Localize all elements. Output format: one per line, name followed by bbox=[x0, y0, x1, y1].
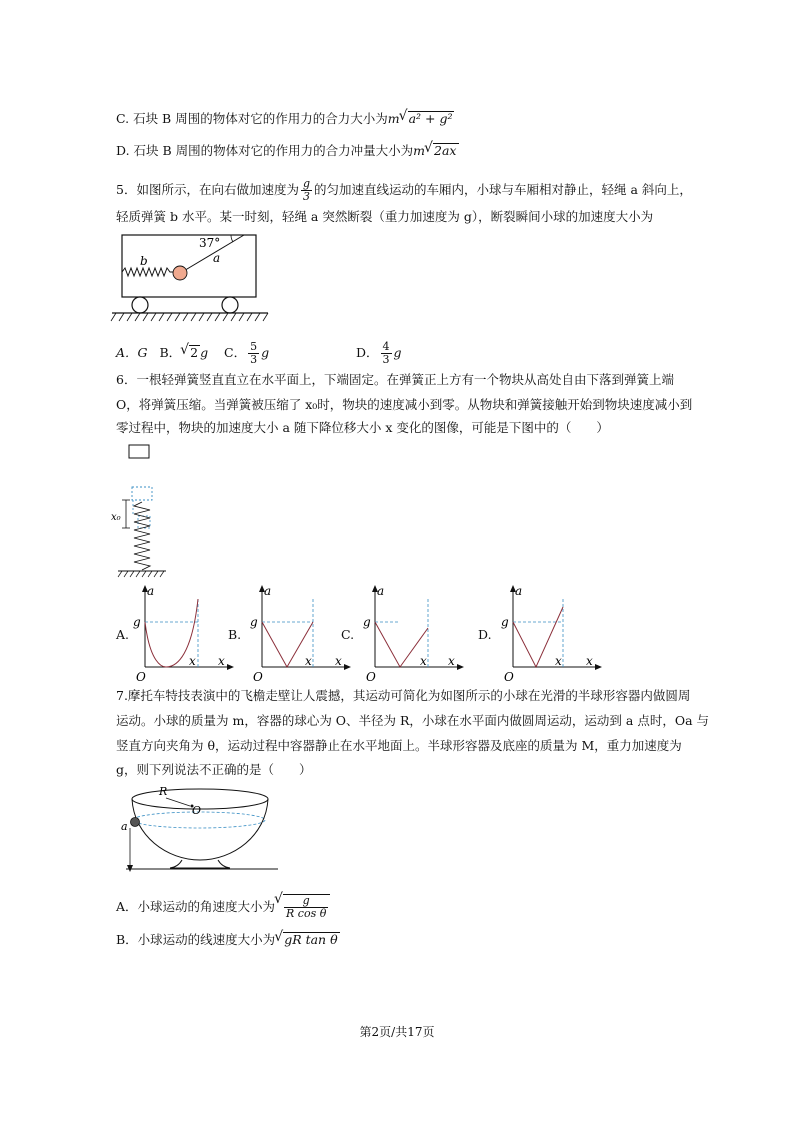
q4-option-d: D. 石块 B 周围的物体对它的作用力的合力冲量大小为m√ 2ax bbox=[116, 143, 459, 159]
q6-option-c-label: C. bbox=[341, 627, 355, 642]
q7-stem-line1: 7.摩托车特技表演中的飞檐走壁让人震撼，其运动可简化为如图所示的小球在光滑的半球形容器内做圆周 bbox=[116, 688, 691, 703]
q6-graph-c-axis-x: x bbox=[448, 654, 455, 668]
q6-graph-b-axis-x: x bbox=[335, 654, 342, 668]
q5-rope-label: a bbox=[213, 251, 221, 265]
q6-graph-d bbox=[498, 583, 603, 683]
q5-options-abc: A．G B．√ 2 g C． $\frac{5}{3}$ g bbox=[116, 341, 269, 366]
q5-stem-line1: 5．如图所示，在向右做加速度为 $\frac{g}{3}$ 的匀加速直线运动的车厢内，小球与车厢相对静止，轻绳 a 斜向上， bbox=[116, 177, 692, 203]
q6-graph-d-tick-x: x bbox=[555, 654, 562, 668]
q6-stem-line3: 零过程中，物块的加速度大小 a 随下降位移大小 x 变化的图像，可能是下图中的（ ） bbox=[116, 420, 609, 435]
q7-center-label: O bbox=[192, 804, 202, 817]
q4-option-c: C. 石块 B 周围的物体对它的作用力的合力大小为m√ a² + g² bbox=[116, 111, 454, 127]
q6-graph-a bbox=[130, 583, 235, 683]
q6-graph-b-g: g bbox=[250, 615, 258, 629]
q6-graph-a-origin: O bbox=[136, 670, 146, 683]
q6-stem-line2: O，将弹簧压缩。当弹簧被压缩了 x₀时，物块的速度减小到零。从物块和弹簧接触开始到物块速度减小到 bbox=[116, 397, 693, 412]
page-footer: 第2页/共17页 bbox=[359, 1025, 435, 1039]
q5-carriage-figure bbox=[110, 232, 270, 324]
q6-graph-a-axis-x: x bbox=[218, 654, 225, 668]
q6-graph-c-origin: O bbox=[366, 670, 376, 683]
q6-graph-a-tick-x: x bbox=[189, 654, 196, 668]
q6-graph-c-tick-x: x bbox=[420, 654, 427, 668]
q7-bowl-figure bbox=[112, 784, 282, 876]
q7-stem-line2: 运动。小球的质量为 m，容器的球心为 O、半径为 R，小球在水平面内做圆周运动，运动到 a 点时，Oa 与 bbox=[116, 713, 710, 728]
q5-stem-line2: 轻质弹簧 b 水平。某一时刻，轻绳 a 突然断裂（重力加速度为 g），断裂瞬间小球的加速度大小为 bbox=[116, 209, 654, 224]
q7-stem-line4: g，则下列说法不正确的是（ ） bbox=[116, 762, 312, 777]
q5-spring-label: b bbox=[140, 254, 148, 268]
q6-option-a-label: A. bbox=[116, 627, 130, 642]
q6-graph-a-axis-a: a bbox=[147, 584, 155, 598]
q6-graph-b-origin: O bbox=[253, 670, 263, 683]
q6-option-b-label: B. bbox=[228, 627, 242, 642]
q7-option-a: A．小球运动的角速度大小为 √ $\frac{g}{\text{R cos θ}}$ bbox=[116, 894, 330, 920]
q6-x0-label: x₀ bbox=[111, 512, 121, 523]
q7-option-b: B．小球运动的线速度大小为√ gR tan θ bbox=[116, 932, 340, 948]
q6-stem-line1: 6．一根轻弹簧竖直直立在水平面上，下端固定。在弹簧正上方有一个物块从高处自由下落到弹簧上端 bbox=[116, 372, 674, 387]
q6-option-d-label: D. bbox=[478, 627, 492, 642]
q6-graph-b bbox=[247, 583, 355, 683]
q6-graph-d-axis-a: a bbox=[515, 584, 523, 598]
q6-graph-c-g: g bbox=[363, 615, 371, 629]
q6-graph-d-axis-x: x bbox=[586, 654, 593, 668]
q6-graph-d-origin: O bbox=[504, 670, 514, 683]
q6-graph-a-g: g bbox=[133, 615, 141, 629]
q6-graph-c bbox=[360, 583, 465, 683]
q6-graph-b-axis-a: a bbox=[264, 584, 272, 598]
q6-graph-b-tick-x: x bbox=[305, 654, 312, 668]
q6-spring-figure bbox=[108, 440, 168, 580]
q7-point-a-label: a bbox=[121, 820, 128, 833]
q5-option-d: D． $\frac{4}{3}$ g bbox=[356, 340, 402, 366]
q7-radius-label: R bbox=[159, 785, 168, 798]
q6-graph-d-g: g bbox=[501, 615, 509, 629]
q6-graph-c-axis-a: a bbox=[377, 584, 385, 598]
q7-stem-line3: 竖直方向夹角为 θ，运动过程中容器静止在水平地面上。半球形容器及底座的质量为 M，重力加速度为 bbox=[116, 738, 682, 753]
q5-angle-label: 37° bbox=[199, 236, 221, 250]
